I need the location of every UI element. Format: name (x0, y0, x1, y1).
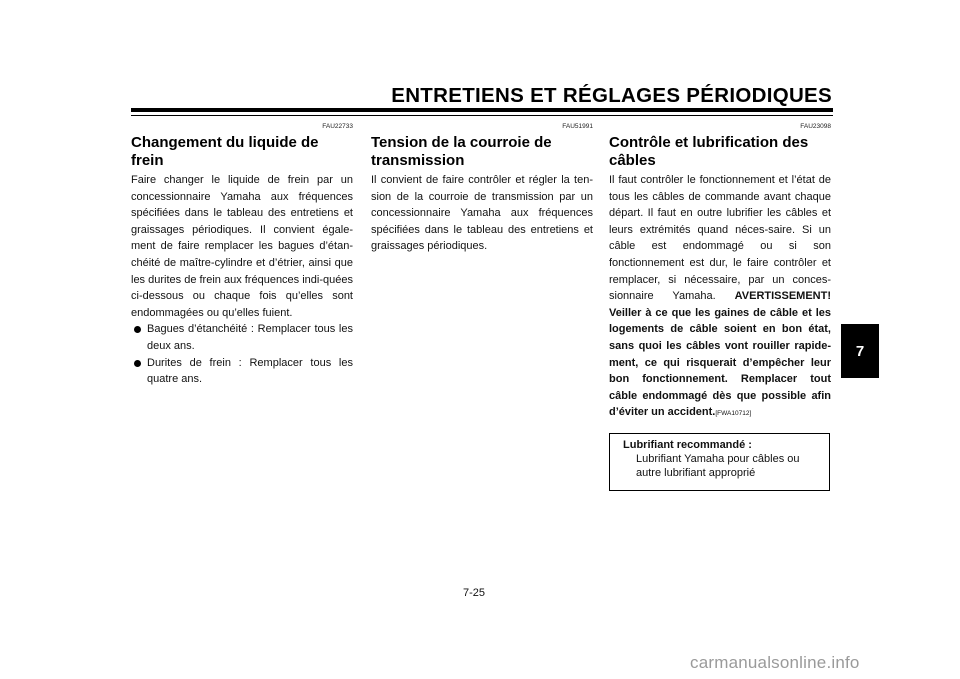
watermark: carmanualsonline.info (690, 653, 860, 672)
bullet-icon (134, 326, 141, 333)
section-body-text: Il faut contrôler le fonctionnement et l’état de tous les câbles de commande avant chaque départ. Il faut en outre lubrifier les câbles et leurs extrémités quand néces-saire. Si un câble est endommagé ou si son fonctionnement est dur, le faire contrôler et remplacer, si nécessaire, par un conces-sionnaire Yamaha. (609, 174, 831, 303)
chapter-tab: 7 (841, 324, 879, 378)
lubricant-box (609, 433, 830, 491)
section-heading: Tension de la courroie de transmission (371, 134, 552, 169)
section-drive-belt (371, 122, 593, 255)
section-code: FAU51991 (562, 123, 593, 130)
lubricant-title: Lubrifiant recommandé : (623, 438, 752, 451)
bullet-icon (134, 360, 141, 367)
bullet-text: Durites de frein : Remplacer tous les quatre ans. (147, 356, 353, 386)
section-body: Il convient de faire contrôler et régler la ten-sion de la courroie de transmission par un concessionnaire Yamaha aux fréquences spécifiées dans le tableau des entretiens et graissages périodiques. (371, 174, 593, 253)
section-brake-fluid (131, 122, 353, 388)
list-item (131, 321, 353, 354)
bullet-list (131, 321, 353, 387)
section-body (609, 172, 831, 423)
header-rule-thin (131, 115, 833, 116)
section-cables (609, 122, 831, 491)
lubricant-value: Lubrifiant Yamaha pour câbles ou autre lubrifiant approprié (636, 452, 800, 479)
header-rule (131, 108, 833, 112)
warning-text: AVERTISSEMENT! Veiller à ce que les gaines de câble et les logements de câble soient en bon état, sans quoi les câbles vont rouiller rapide-ment, ce qui risquerait d’empêcher leur bon fonctionnement. Remplacer tout câble endommagé dès que possible afin d’éviter un accident. (609, 290, 831, 419)
warning-code: [FWA10712] (715, 410, 752, 418)
section-code: FAU23098 (800, 123, 831, 130)
list-item (131, 355, 353, 388)
page-number: 7-25 (463, 587, 486, 599)
section-body: Faire changer le liquide de frein par un concessionnaire Yamaha aux fréquences spécifiées dans le tableau des entretiens et graissages périodiques. Il convient égale-ment de faire remplacer les bagues d’étan-chéité de maître-cylindre et d’étrier, ainsi que les durites de frein aux fréquences indi-quées ci-dessous ou chaque fois qu’elles sont endommagées ou qu’elles fuient. (131, 174, 353, 319)
section-heading: Contrôle et lubrification des câbles (609, 134, 809, 169)
page-header-title: ENTRETIENS ET RÉGLAGES PÉRIODIQUES (391, 84, 832, 107)
bullet-text: Bagues d’étanchéité : Remplacer tous les deux ans. (147, 323, 353, 352)
section-code: FAU22733 (322, 123, 353, 130)
section-heading: Changement du liquide de frein (131, 134, 319, 169)
